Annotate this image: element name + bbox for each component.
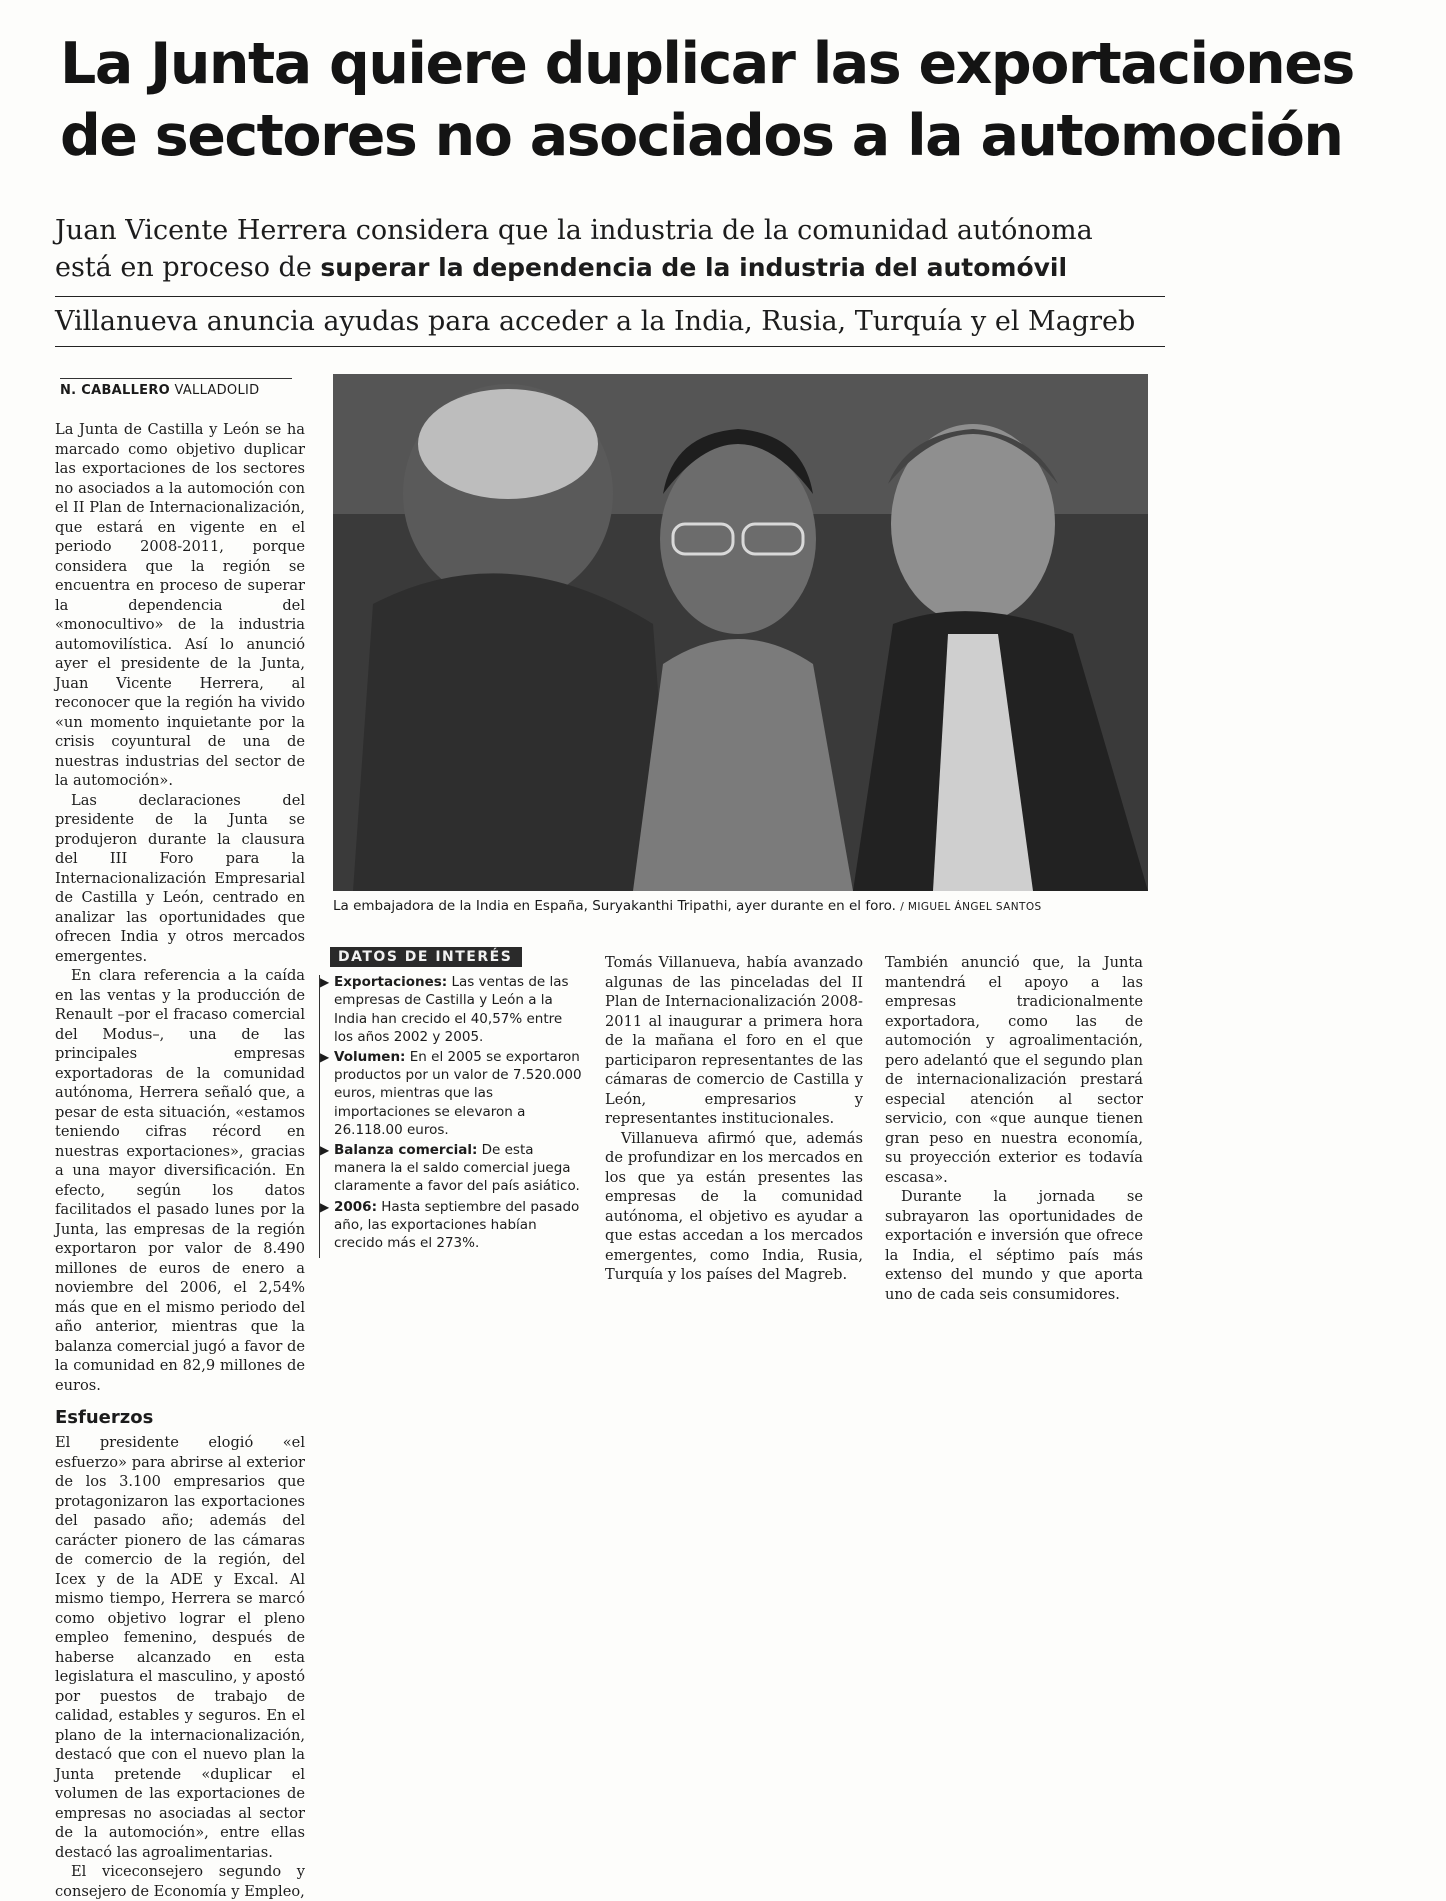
fact-text: Hasta septiembre del pasado año, las exportaciones habían crecido más el 273%. <box>334 1198 580 1252</box>
col1-paragraph-1: La Junta de Castilla y León se ha marcado como objetivo duplicar las exportaciones de los sectores no asociados a la automoción con el II Plan de Internacionalización, que estará en vigente en el periodo 2008-2011, porque considera que la región se encuentra en proceso de superar la dependencia del «monocultivo» de la industria automovilística. Así lo anunció ayer el presidente de la Junta, Juan Vicente Herrera, al reconocer que la región ha vivido «un momento inquietante por la crisis coyuntural de una de nuestras industrias del sector de la automoción». <box>55 421 305 789</box>
fact-text: En el 2005 se exportaron productos por un valor de 7.520.000 euros, mientras que las importaciones se elevaron a 26.118.00 euros. <box>334 1049 582 1138</box>
fact-item <box>320 973 582 1046</box>
headline-line-1: La Junta quiere duplicar las exportaciones <box>60 31 1354 97</box>
col3-paragraph-2: Villanueva afirmó que, además de profundizar en los mercados en los que ya están presentes las empresas de la comunidad autónoma, el objetivo es ayudar a que estas accedan a los mercados emergentes, como India, Rusia, Turquía y los países del Magreb. <box>605 1129 863 1283</box>
triangle-bullet-icon: ▶ <box>320 1050 330 1065</box>
col1-paragraph-3: En clara referencia a la caída en las ventas y la producción de Renault –por el fracaso comercial del Modus–, una de las principales empresas exportadoras de la comunidad autónoma, Herrera señaló que, a pesar de esta situación, «estamos teniendo cifras récord en nuestras exportaciones», gracias a una mayor diversificación. En efecto, según los datos facilitados el pasado lunes por la Junta, las empresas de la región exportaron por valor de 8.490 millones de euros de enero a noviembre del 2006, el 2,54% más que en el mismo periodo del año anterior, mientras que la balanza comercial jugó a favor de la comunidad en 82,9 millones de euros. <box>55 967 305 1394</box>
byline-place: VALLADOLID <box>174 383 260 398</box>
byline-author: N. CABALLERO <box>60 383 171 398</box>
headline-line-2: de sectores no asociados a la automoción <box>60 103 1343 169</box>
triangle-bullet-icon: ▶ <box>320 1199 330 1214</box>
fact-text: Las ventas de las empresas de Castilla y León a la India han crecido el 40,57% entre los años 2002 y 2005. <box>334 974 569 1045</box>
headline <box>60 28 1440 172</box>
triangle-bullet-icon: ▶ <box>320 975 330 990</box>
fact-label: 2006: <box>334 1198 377 1215</box>
deck-line-2-bold: superar la dependencia de la industria del automóvil <box>320 253 1068 282</box>
fact-box <box>320 947 582 1254</box>
column-4 <box>885 953 1143 1304</box>
subdeck: Villanueva anuncia ayudas para acceder a la India, Rusia, Turquía y el Magreb <box>55 306 1136 337</box>
fact-item <box>320 1141 582 1196</box>
subhead-esfuerzos: Esfuerzos <box>55 1407 154 1428</box>
photo-credit: / MIGUEL ÁNGEL SANTOS <box>900 901 1042 913</box>
fact-item <box>320 1198 582 1253</box>
fact-label: Balanza comercial: <box>334 1142 478 1159</box>
fact-label: Exportaciones: <box>334 974 448 991</box>
fact-label: Volumen: <box>334 1049 406 1066</box>
photo-illustration <box>333 374 1148 891</box>
subdeck-divider <box>55 346 1165 347</box>
col1-paragraph-2: Las declaraciones del presidente de la Junta se produjeron durante la clausura del III Foro para la Internacionalización Empresarial de Castilla y León, centrado en analizar las oportunidades que ofrecen India y otros mercados emergentes. <box>55 791 305 965</box>
deck-line-1: Juan Vicente Herrera considera que la industria de la comunidad autónoma <box>55 215 1093 246</box>
deck-line-2 <box>55 249 1165 286</box>
col1-paragraph-5: El viceconsejero segundo y consejero de Economía y Empleo, <box>55 1863 305 1900</box>
fact-text: De esta manera la el saldo comercial juega claramente a favor del país asiático. <box>334 1142 580 1195</box>
fact-item <box>320 1048 582 1139</box>
col4-paragraph-1: También anunció que, la Junta mantendrá el apoyo a las empresas tradicionalmente exportadora, como las de automoción y agroalimentación, pero adelantó que el segundo plan de internacionalización prestará especial atención al sector servicio, con «que aunque tienen gran peso en nuestra economía, su proyección exterior es todavía escasa». <box>885 954 1143 1186</box>
photo-caption <box>333 898 1148 914</box>
caption-text: La embajadora de la India en España, Suryakanthi Tripathi, ayer durante en el foro. <box>333 898 896 914</box>
deck-divider <box>55 296 1165 297</box>
deck <box>55 212 1165 286</box>
byline <box>60 378 292 398</box>
triangle-bullet-icon: ▶ <box>320 1143 330 1158</box>
col4-paragraph-2: Durante la jornada se subrayaron las oportunidades de exportación e inversión que ofrece la India, el séptimo país más extenso del mundo y que aporta uno de cada seis consumidores. <box>885 1188 1143 1303</box>
factbox-title: DATOS DE INTERÉS <box>330 947 522 967</box>
column-3 <box>605 953 863 1285</box>
column-1 <box>55 420 305 1901</box>
news-photo <box>333 374 1148 891</box>
col1-paragraph-4: El presidente elogió «el esfuerzo» para abrirse al exterior de los 3.100 empresarios que protagonizaron las exportaciones del pasado año; además del carácter pionero de las cámaras de comercio de la región, del Icex y de la ADE y Excal. Al mismo tiempo, Herrera se marcó como objetivo lograr el pleno empleo femenino, después de haberse alcanzado en esta legislatura el masculino, y apostó por puestos de trabajo de calidad, estables y seguros. En el plano de la internacionalización, destacó que con el nuevo plan la Junta pretende «duplicar el volumen de las exportaciones de empresas no asociadas al sector de la automoción», entre ellas destacó las agroalimentarias. <box>55 1434 305 1861</box>
deck-line-2-plain: está en proceso de <box>55 252 321 283</box>
col3-paragraph-1: Tomás Villanueva, había avanzado algunas de las pinceladas del II Plan de Internacionalización 2008-2011 al inaugurar a primera hora de la mañana el foro en el que participaron representantes de las cámaras de comercio de Castilla y León, empresarios y representantes institucionales. <box>605 954 863 1127</box>
